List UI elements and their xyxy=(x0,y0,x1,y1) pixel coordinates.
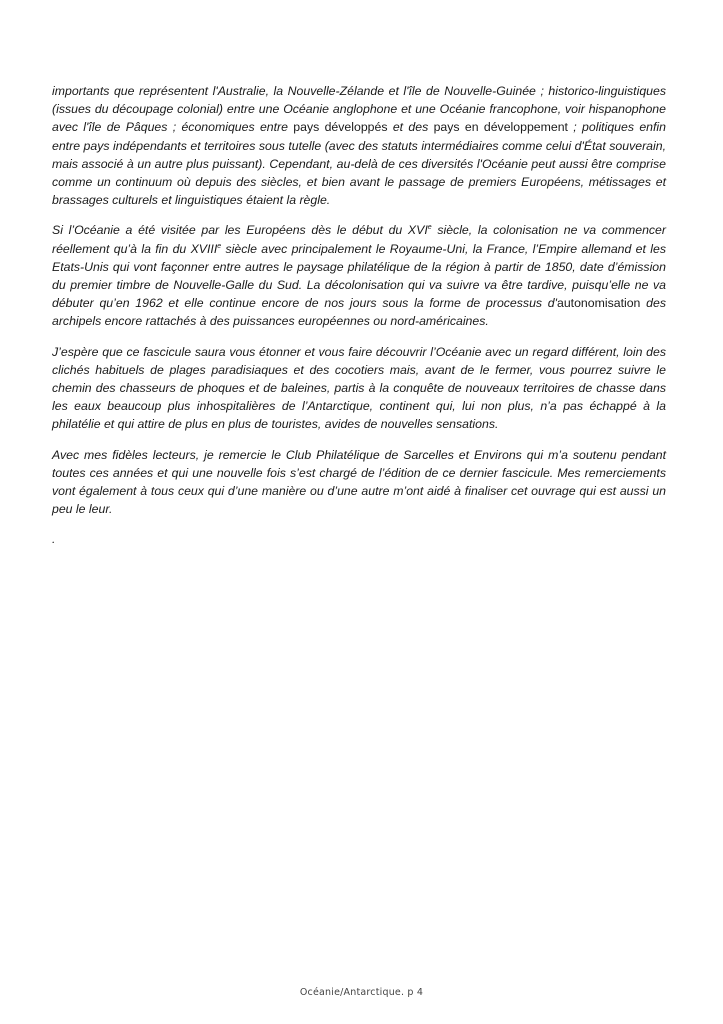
text-run: ; politiques enfin entre pays indépendants et territoires sous tutelle (avec des statuts intermédiaires comme celui d'État souverain, mais associé à un autre plus puissant). Cependant, au-delà de ces diversités l'Océanie peut aussi être comprise comme un continuum où depuis des siècles, et bien avant le passage de premiers Européens, métissages et brassages culturels et linguistiques étaient la règle. xyxy=(52,120,666,208)
term-autonomisation: autonomisation xyxy=(557,296,641,311)
superscript-e: e xyxy=(217,242,222,250)
text-run: siècle, la colonisation ne va commencer réellement qu’à la fin du XVIII xyxy=(52,223,666,256)
term-pays-developpes: pays développés xyxy=(293,120,388,135)
paragraph-divisions xyxy=(52,82,666,209)
term-pays-en-developpement: pays en développement xyxy=(433,120,568,135)
text-run: importants que représentent l'Australie, la Nouvelle-Zélande et l'île de Nouvelle-Guinée ; historico-linguistiques (issues du découpage colonial) entre une Océanie anglophone et une Océanie francophone, voir hispanophone avec l'île de Pâques ; économiques entre xyxy=(52,84,666,135)
paragraph-colonisation xyxy=(52,221,666,330)
text-run: et des xyxy=(387,120,434,135)
page-footer: Océanie/Antarctique. p 4 xyxy=(299,987,424,998)
text-run: Si l’Océanie a été visitée par les Européens dès le début du XVI xyxy=(52,223,428,238)
body-text xyxy=(52,82,666,561)
paragraph-fascicule: J’espère que ce fascicule saura vous étonner et vous faire découvrir l’Océanie avec un regard différent, loin des clichés habituels de plages paradisiaques et des cocotiers mais, avant de le fermer, vous pourrez suivre le chemin des chasseurs de phoques et de baleines, partis à la conquête de nouveaux territoires de chasse dans les eaux beaucoup plus inhospitalières de l’Antarctique, continent qui, lui non plus, n’a pas échappé à la philatélie et qui attire de plus en plus de touristes, avides de nouvelles sensations. xyxy=(52,344,666,432)
paragraph-dot: . xyxy=(52,532,56,547)
text-run: siècle avec principalement le Royaume-Uni, la France, l’Empire allemand et les Etats-Unis qui vont façonner entre autres le paysage philatélique de la région à partir de 1850, date d’émission du premier timbre de Nouvelle-Galle du Sud. La décolonisation qui va suivre va être tardive, puisqu’elle ne va débuter qu’en 1962 et elle continue encore de nos jours sous la forme de processus d' xyxy=(52,241,666,311)
text-run: des archipels encore rattachés à des puissances européennes ou nord-américaines. xyxy=(52,296,666,329)
paragraph-remerciements: Avec mes fidèles lecteurs, je remercie le Club Philatélique de Sarcelles et Environs qui m’a soutenu pendant toutes ces années et qui une nouvelle fois s’est chargé de l’édition de ce dernier fascicule. Mes remerciements vont également à tous ceux qui d’une manière ou d’une autre m’ont aidé à finaliser cet ouvrage qui est aussi un peu le leur. xyxy=(52,447,666,517)
superscript-e: e xyxy=(427,224,432,232)
